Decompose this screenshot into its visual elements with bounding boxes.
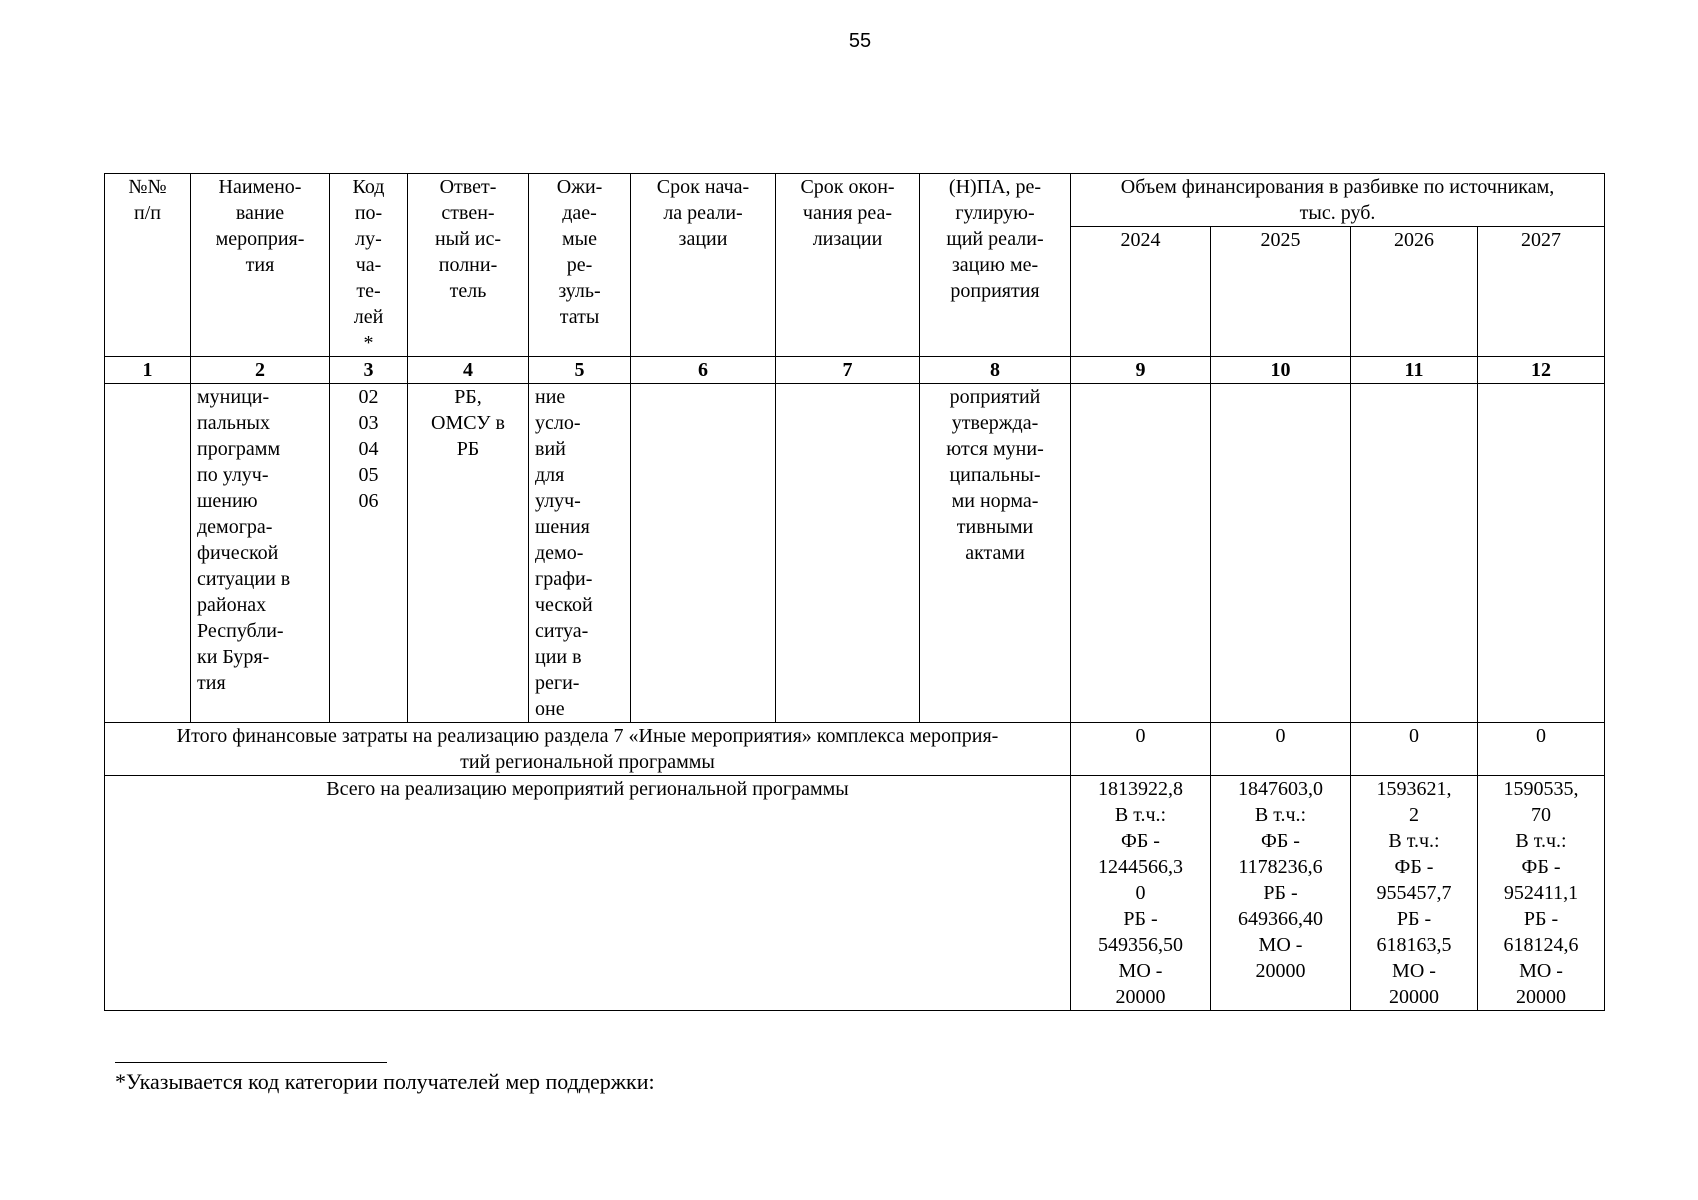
- text-line: полни-: [438, 254, 498, 276]
- text-line: 0: [1135, 882, 1146, 904]
- text-line: 1590535,: [1503, 778, 1579, 800]
- header-col-4: [408, 174, 529, 357]
- itogo-2024: 0: [1071, 723, 1211, 776]
- index-cell: 8: [920, 357, 1071, 384]
- vsego-2024: [1071, 776, 1211, 1011]
- header-col-1: [105, 174, 191, 357]
- text-line: ципальны-: [949, 464, 1041, 486]
- vsego-row: [105, 776, 1605, 1011]
- text-line: Наимено-: [218, 176, 302, 198]
- text-line: Код: [352, 176, 385, 198]
- funding-2024-cell: [1071, 384, 1211, 723]
- text-line: 20000: [1516, 986, 1567, 1008]
- text-line: РБ: [456, 438, 480, 460]
- text-line: 20000: [1255, 960, 1306, 982]
- text-line: ческой: [535, 594, 593, 616]
- text-line: МО -: [1392, 960, 1436, 982]
- text-line: 618124,6: [1503, 934, 1579, 956]
- header-col-5: [529, 174, 631, 357]
- text-line: актами: [965, 542, 1025, 564]
- text-line: графи-: [535, 568, 593, 590]
- text-line: оне: [535, 698, 565, 720]
- index-cell: 11: [1351, 357, 1478, 384]
- text-line: тия: [245, 254, 275, 276]
- text-line: 618163,5: [1376, 934, 1452, 956]
- header-col-2: [191, 174, 330, 357]
- index-cell: 7: [776, 357, 920, 384]
- itogo-label: [105, 723, 1071, 776]
- text-line: 1178236,6: [1238, 856, 1323, 878]
- header-col-8: [920, 174, 1071, 357]
- text-line: РБ -: [1263, 882, 1298, 904]
- text-line: ФБ -: [1394, 856, 1434, 878]
- text-line: В т.ч.:: [1515, 830, 1567, 852]
- npa-cell: [920, 384, 1071, 723]
- text-line: районах: [197, 594, 267, 616]
- text-line: 1593621,: [1376, 778, 1452, 800]
- text-line: 1813922,8: [1098, 778, 1183, 800]
- text-line: 1244566,3: [1098, 856, 1183, 878]
- itogo-2025: 0: [1211, 723, 1351, 776]
- index-cell: 5: [529, 357, 631, 384]
- text-line: ситуа-: [535, 620, 589, 642]
- text-line: муници-: [197, 386, 270, 408]
- text-line: 03: [358, 412, 379, 434]
- text-line: В т.ч.:: [1388, 830, 1440, 852]
- text-line: улуч-: [535, 490, 581, 512]
- text-line: программ: [197, 438, 281, 460]
- text-line: ции в: [535, 646, 582, 668]
- text-line: роприятия: [950, 280, 1040, 302]
- funding-2027-cell: [1478, 384, 1605, 723]
- itogo-row: [105, 723, 1605, 776]
- footnote-separator: [115, 1062, 387, 1063]
- text-line: Ожи-: [556, 176, 603, 198]
- header-col-7: [776, 174, 920, 357]
- text-line: ются муни-: [946, 438, 1044, 460]
- text-line: мероприя-: [215, 228, 305, 250]
- funding-2026-cell: [1351, 384, 1478, 723]
- funding-2025-cell: [1211, 384, 1351, 723]
- text-line: №№: [128, 176, 167, 198]
- index-cell: 12: [1478, 357, 1605, 384]
- text-line: РБ -: [1396, 908, 1432, 930]
- text-line: Итого финансовые затраты на реализацию раздела 7 «Иные мероприятия» комплекса мероприя-: [176, 725, 999, 747]
- text-line: ла реали-: [663, 202, 743, 224]
- text-line: щий реали-: [946, 228, 1044, 250]
- text-line: Срок окон-: [800, 176, 895, 198]
- index-cell: 9: [1071, 357, 1211, 384]
- recipient-codes-cell: [330, 384, 408, 723]
- text-line: ОМСУ в: [431, 412, 505, 434]
- index-cell: 4: [408, 357, 529, 384]
- vsego-2027: [1478, 776, 1605, 1011]
- text-line: ный ис-: [434, 228, 502, 250]
- text-line: 549356,50: [1098, 934, 1183, 956]
- header-col-3: [330, 174, 408, 357]
- header-year-2027: 2027: [1478, 227, 1605, 357]
- text-line: фической: [197, 542, 279, 564]
- row-number-cell: [105, 384, 191, 723]
- vsego-2025: [1211, 776, 1351, 1011]
- header-year-2026: 2026: [1351, 227, 1478, 357]
- text-line: 20000: [1389, 986, 1439, 1008]
- text-line: ре-: [566, 254, 593, 276]
- text-line: Объем финансирования в разбивке по источникам,: [1120, 176, 1555, 198]
- header-year-2024: 2024: [1071, 227, 1211, 357]
- vsego-2026: [1351, 776, 1478, 1011]
- text-line: вий: [535, 438, 566, 460]
- text-line: дае-: [562, 202, 597, 224]
- text-line: пальных: [197, 412, 270, 434]
- text-line: ситуации в: [197, 568, 291, 590]
- text-line: ФБ -: [1261, 830, 1300, 852]
- text-line: ствен-: [441, 202, 495, 224]
- text-line: шения: [535, 516, 590, 538]
- text-line: по улуч-: [197, 464, 269, 486]
- text-line: таты: [559, 306, 600, 328]
- index-cell: 1: [105, 357, 191, 384]
- text-line: 70: [1531, 804, 1552, 826]
- text-line: 952411,1: [1503, 882, 1579, 904]
- vsego-label: Всего на реализацию мероприятий региональной программы: [105, 776, 1071, 1011]
- text-line: шению: [197, 490, 258, 512]
- text-line: гулирую-: [955, 202, 1035, 224]
- text-line: РБ,: [454, 386, 482, 408]
- text-line: 04: [358, 438, 379, 460]
- event-name-cell: [191, 384, 330, 723]
- text-line: мые: [562, 228, 597, 250]
- header-col-6: [631, 174, 776, 357]
- executor-cell: [408, 384, 529, 723]
- text-line: лу-: [355, 228, 382, 250]
- text-line: Ответ-: [439, 176, 497, 198]
- index-row: [105, 357, 1605, 384]
- results-cell: [529, 384, 631, 723]
- text-line: МО -: [1258, 934, 1303, 956]
- footnote: *Указывается код категории получателей мер поддержки:: [115, 1069, 655, 1094]
- text-line: лей: [353, 306, 384, 328]
- text-line: тыс. руб.: [1299, 202, 1376, 224]
- text-line: тель: [449, 280, 487, 302]
- page-number: 55: [848, 30, 872, 52]
- text-line: зации: [678, 228, 728, 250]
- text-line: зацию ме-: [951, 254, 1039, 276]
- index-cell: 6: [631, 357, 776, 384]
- text-line: чания реа-: [802, 202, 893, 224]
- text-line: ми норма-: [951, 490, 1039, 512]
- text-line: реги-: [535, 672, 580, 694]
- text-line: МО -: [1519, 960, 1563, 982]
- text-line: вание: [235, 202, 285, 224]
- index-cell: 3: [330, 357, 408, 384]
- text-line: (Н)ПА, ре-: [948, 176, 1042, 198]
- index-cell: 2: [191, 357, 330, 384]
- text-line: лизации: [812, 228, 883, 250]
- text-line: ФБ -: [1121, 830, 1160, 852]
- text-line: ки Буря-: [197, 646, 270, 668]
- text-line: зуль-: [558, 280, 601, 302]
- text-line: ФБ -: [1521, 856, 1561, 878]
- text-line: утвержда-: [951, 412, 1039, 434]
- text-line: усло-: [535, 412, 581, 434]
- text-line: В т.ч.:: [1254, 804, 1307, 826]
- text-line: демогра-: [197, 516, 273, 538]
- header-funding: [1071, 174, 1605, 227]
- text-line: 649366,40: [1238, 908, 1323, 930]
- text-line: те-: [356, 280, 381, 302]
- text-line: 1847603,0: [1238, 778, 1323, 800]
- text-line: В т.ч.:: [1114, 804, 1167, 826]
- end-date-cell: [776, 384, 920, 723]
- text-line: МО -: [1118, 960, 1163, 982]
- text-line: роприятий: [949, 386, 1041, 408]
- itogo-2027: 0: [1478, 723, 1605, 776]
- itogo-2026: 0: [1351, 723, 1478, 776]
- start-date-cell: [631, 384, 776, 723]
- text-line: ние: [535, 386, 566, 408]
- table-row: [105, 384, 1605, 723]
- text-line: 955457,7: [1376, 882, 1452, 904]
- text-line: Срок нача-: [656, 176, 750, 198]
- text-line: по-: [354, 202, 383, 224]
- text-line: тия: [197, 672, 226, 694]
- text-line: тивными: [956, 516, 1034, 538]
- text-line: Республи-: [197, 620, 284, 642]
- text-line: РБ -: [1523, 908, 1559, 930]
- text-line: 20000: [1115, 986, 1166, 1008]
- text-line: 2: [1409, 804, 1419, 826]
- header-year-2025: 2025: [1211, 227, 1351, 357]
- text-line: РБ -: [1123, 908, 1158, 930]
- index-cell: 10: [1211, 357, 1351, 384]
- text-line: 06: [358, 490, 379, 512]
- text-line: демо-: [535, 542, 584, 564]
- text-line: тий региональной программы: [460, 751, 715, 773]
- text-line: п/п: [134, 202, 161, 224]
- text-line: для: [535, 464, 565, 486]
- text-line: 05: [358, 464, 379, 486]
- financing-table: [104, 173, 1605, 1011]
- text-line: ча-: [355, 254, 382, 276]
- text-line: *: [363, 332, 374, 354]
- text-line: 02: [358, 386, 379, 408]
